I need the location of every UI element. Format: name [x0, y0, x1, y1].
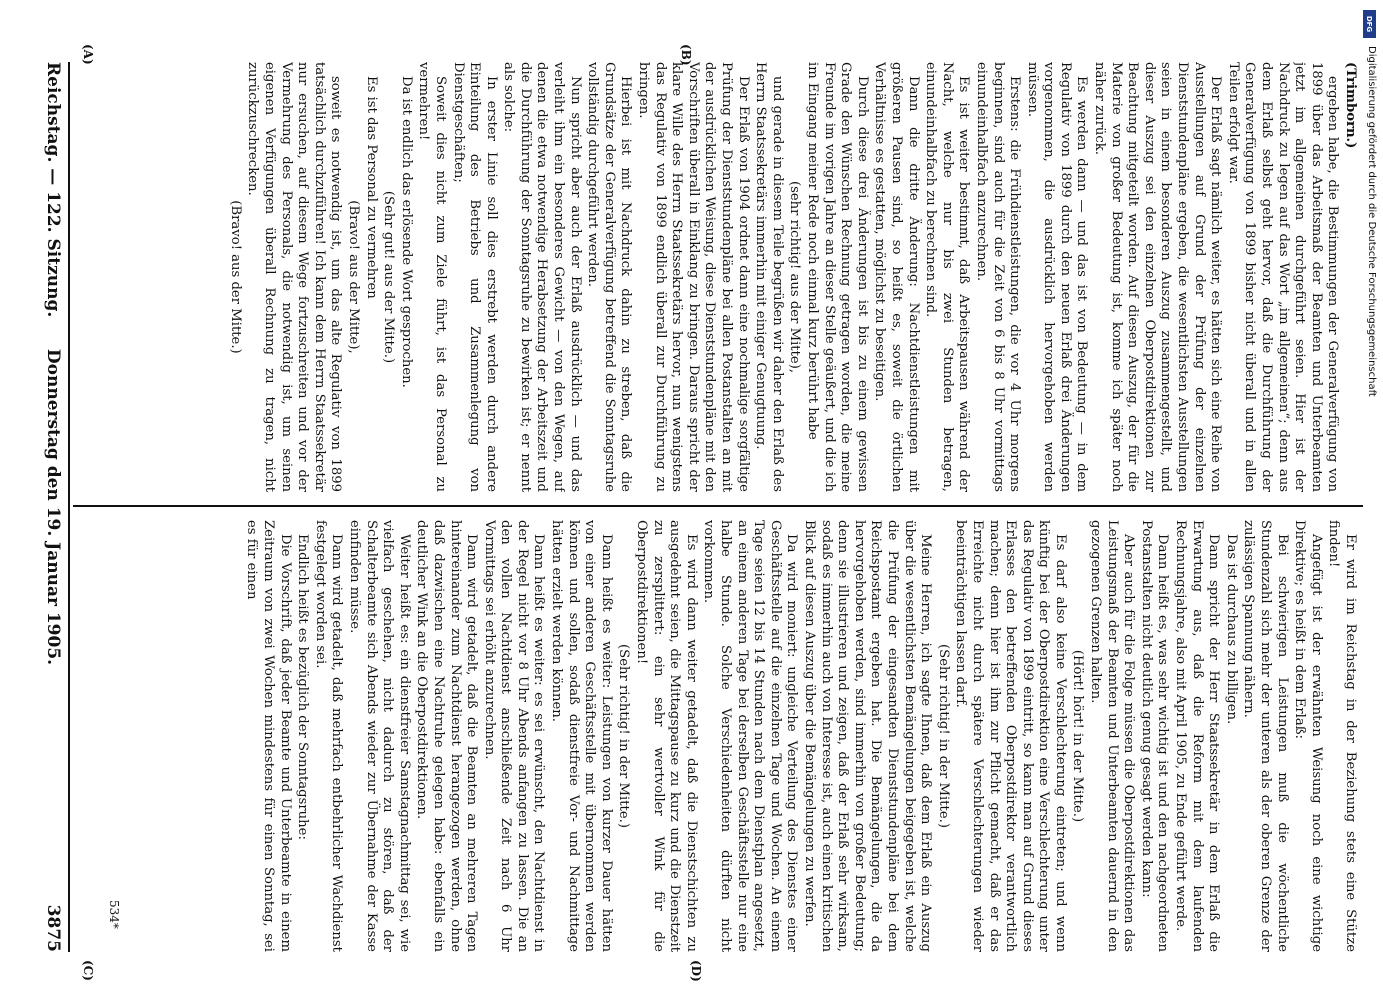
paragraph: Erstens: die Frühdienstleistungen, die vor 4 Uhr morgens beginnen, sind auch für die Zeit von 6 bis 8 Uhr vormittags einundeinhalbfach anzurechnen.	[973, 62, 1023, 492]
attribution-text: Digitalisierung gefördert durch die Deutsche Forschungsgemeinschaft	[1366, 46, 1377, 397]
column-divider	[73, 505, 1363, 507]
page-header	[35, 62, 63, 952]
interjection: (Bravo! aus der Mitte),	[345, 200, 361, 354]
margin-mark-c: (C)	[81, 960, 95, 981]
paragraph: Da wird moniert: ungleiche Verteilung des Dienstes einer Geschäftsstelle auf die einzelnen Tage und Wochen. An einem Tage seien 12 bis 14 Stunden nach dem Dienstplan angesetzt, an einem anderen Tage bei derselben Geschäftsstelle nur eine halbe Stunde. Solche Verschiedenheiten dürften nicht vorkommen.	[701, 520, 800, 952]
margin-mark-d: (D)	[689, 960, 703, 982]
speaker-label: (Trimborn.)	[1343, 62, 1358, 149]
paragraph: ergeben habe, die Bestimmungen der Generalverfügung von 1899 über das Arbeitsmaß der Beamten und Unterbeamten jetzt im allgemeinen durchgeführt seien. Hier ist der Nachdruck zu legen auf das Wort „im allgemeinen“; denn aus dem Erlaß selbst geht hervor, daß die Durchführung der Generalverfügung von 1899 bisher nicht überall und in allen Teilen erfolgt war.	[1225, 62, 1341, 492]
header-rule	[68, 62, 70, 952]
paragraph: Soweit dies nicht zum Ziele führt, ist das Personal zu vermehren!	[416, 62, 448, 492]
paragraph: Aber auch für die Folge müssen die Oberpostdirektionen das Leistungsmaß der Beamten und Unterbeamten dauernd in den gezogenen Grenzen halten.	[1088, 520, 1137, 952]
paragraph: Bei schwierigen Leistungen muß die wöchentliche Stundenzahl sich mehr der unteren als der oberen Grenze der zulässigen Spannung nähern.	[1241, 520, 1290, 952]
paragraph: Weiter heißt es: ein dienstfreier Samstagnachmittag sei, wie vielfach geschehen, nicht dadurch zu stören, daß der Schalterbeamte sich Abends wieder zur Übernahme der Kasse einfinden müsse.	[346, 520, 412, 952]
paragraph: Es darf also keine Verschlechterung eintreten; und wenn künftig bei der Oberpostdirektion eine Verschlechterung unter das Regulativ von 1899 eintritt, so kann man auf Grund dieses Erlasses den betreffenden Oberpostdirektor verantwortlich machen; denn hier ist ihm zur Pflicht gemacht, daß er das Erreichte nicht durch spätere Verschlechterungen wieder beeinträchtigen lassen darf.	[953, 520, 1068, 952]
margin-mark-a: (A)	[81, 44, 95, 65]
paragraph: Der Erlaß sagt nämlich weiter, es hätten sich eine Reihe von Ausstellungen auf Grund der Prüfung der einzelnen Dienststundenpläne ergeben, die wesentlichsten Ausstellungen seien in einem besonderen Auszug zusammengestellt, und dieser Auszug sei den einzelnen Oberpostdirektionen zur Beachtung mitgeteilt worden. Auf diesen Auszug, der für die Materie von großer Bedeutung ist, komme ich später noch näher zurück.	[1092, 62, 1224, 492]
paragraph: Meine Herren, ich sagte Ihnen, daß dem Erlaß ein Auszug über die wesentlichsten Bemängelungen beigegeben ist, welche die Prüfung der eingesandten Dienststundenpläne bei dem Reichspostamt ergeben hat. Die Bemängelungen, die da hervorgehoben werden, sind immerhin von großer Bedeutung; denn sie illustrieren und zeigen, daß der Erlaß sehr wirksam, sodaß es immerhin auch von Interesse ist, auch einen kritischen Blick auf diesen Auszug über die Bemängelungen zu werfen.	[802, 520, 934, 952]
margin-mark-b: (B)	[679, 44, 693, 66]
paragraph: Dann heißt es weiter: es sei erwünscht, den Nachtdienst in der Regel nicht vor 8 Uhr Abends anfangen zu lassen. Die an den vollen Nachtdienst anschließende Zeit nach 6 Uhr Vormittags sei erhöht anzurechnen.	[481, 520, 547, 952]
paragraph: Der Erlaß von 1904 ordnet dann eine nochmalige sorgfältige Prüfung der Dienststundenpläne bei allen Postanstalten an mit der ausdrücklichen Weisung, diese Dienststundenpläne mit den Vorschriften überall in Einklang zu bringen. Daraus spricht der klare Wille des Herrn Staatssekretärs hervor, nun wenigstens das Regulativ von 1899 endlich überall zur Durchführung zu bringen.	[636, 62, 751, 492]
paragraph: Es werden dann — und das ist von Bedeutung — in dem Regulativ von 1899 durch den neuen Erlaß drei Änderungen vorgenommen, die ausdrücklich hervorgehoben werden müssen.	[1024, 62, 1090, 492]
paragraph: Dann heißt es, was sehr wichtig ist und den nachgeordneten Postanstalten nicht deutlich genug gesagt werden kann:	[1138, 520, 1171, 952]
left-text-column	[78, 62, 1358, 492]
paragraph: Dann die dritte Änderung: Nachtdienstleistungen mit größeren Pausen sind, so heißt es, soweit die örtlichen Verhältnisse es gestatten, möglichst zu beseitigen.	[872, 62, 921, 492]
interjection: (Sehr gut! aus der Mitte.)	[381, 190, 397, 364]
paragraph: Das ist durchaus zu billigen.	[1223, 534, 1239, 725]
paragraph: Da ist endlich das erlösende Wort gesprochen.	[398, 76, 414, 388]
paragraph: Nun spricht aber auch der Erlaß ausdrücklich — und das verleiht ihm ein besonderes Gewicht — von den Wegen, auf denen die etwa notwendige Herabsetzung der Arbeitszeit und die Durchführung der Sonntagsruhe zu bewirken ist; er nennt als solche:	[501, 62, 583, 492]
paragraph: Die Vorschrift, daß jeder Beamte und Unterbeamte in einem Zeitraum von zwei Wochen mindestens für einen Sonntag, sei es für einen	[244, 520, 293, 952]
paragraph: Dann spricht der Herr Staatssekretär in dem Erlaß die Erwartung aus, daß die Reform mit dem laufenden Rechnungsjahre, also mit April 1905, zu Ende geführt werde.	[1173, 520, 1222, 952]
page-number: 3875	[43, 904, 63, 952]
paragraph: Es wird dann weiter getadelt, daß die Dienstschichten zu ausgedehnt seien, die Mittagspause zu kurz und die Dienstzeit zu zersplittert: ein sehr wertvoller Wink für die Oberpostdirektionen!	[634, 520, 699, 952]
running-head-date: Donnerstag den 19. Januar 1905.	[43, 348, 63, 666]
paragraph: Endlich heißt es bezüglich der Sonntagsruhe:	[295, 534, 311, 840]
interjection: (Bravo! aus der Mitte.)	[227, 200, 243, 354]
interjection: (Sehr richtig! in der Mitte.)	[616, 644, 632, 828]
paragraph: In erster Linie soll dies erstrebt werden durch andere Einteilung des Betriebs und Zusammenlegung von Dienstgeschäften;	[450, 62, 499, 492]
running-head-left: Reichstag. — 122. Sitzung.	[43, 62, 63, 318]
paragraph: Dann heißt es weiter: Leistungen von kurzer Dauer hätten von einer anderen Geschäftsstelle mit übernommen werden können und sollen, sodaß dienstfreie Vor- und Nachmittage hätten erzielt werden können.	[549, 520, 614, 952]
attribution-strip	[1363, 10, 1377, 990]
right-text-column	[78, 520, 1358, 952]
paragraph: Es ist weiter bestimmt, daß Arbeitspausen während der Nacht, welche nur bis zwei Stunden betragen, einundeinhalbfach zu berechnen sind.	[923, 62, 972, 492]
paragraph: Durch diese drei Änderungen ist bis zu einem gewissen Grade den Wünschen Rechnung getragen worden, die meine Freunde im vorigen Jahre an dieser Stelle geäußert, und die ich im Eingang meiner Rede noch einmal kurz berührt habe	[805, 62, 870, 492]
paragraph: Dann wird getadelt, daß die Beamten an mehreren Tagen hintereinander zum Nachtdienst herangezogen werden, ohne daß dazwischen eine Nachtruhe gelegen habe: ebenfalls ein deutlicher Wink an die Oberpostdirektionen.	[414, 520, 480, 952]
paragraph: Er wird im Reichstag in der Beziehung stets eine Stütze finden!	[1326, 520, 1358, 952]
interjection: (Hört! hört! in der Mitte.)	[1070, 649, 1086, 823]
paragraph: soweit es notwendig ist, um das alte Regulativ von 1899 tatsächlich durchzuführen! Ich kann dem Herrn Staatssekretär nur ersuchen, auf diesem Wege fortzuschreiten und vor der Vermehrung des Personals, die notwendig ist, um seinen eigenen Verfügungen überall Rechnung zu tragen, nicht zurückzuschrecken.	[245, 62, 344, 492]
paragraph: Es ist das Personal zu vermehren	[363, 76, 379, 299]
paragraph: Angefügt ist der erwähnten Weisung noch eine wichtige Direktive; es heißt in dem Erlaß:	[1292, 520, 1324, 952]
paragraph: und gerade in diesem Teile begrüßen wir daher den Erlaß des Herrn Staatssekretärs immerhin mit einiger Genugtuung.	[753, 62, 785, 492]
interjection: (Sehr richtig! in der Mitte.)	[935, 644, 951, 828]
interjection: (sehr richtig! aus der Mitte),	[787, 180, 803, 374]
paragraph: Dann wird getadelt, daß mehrfach entbehrlicher Wachdienst festgelegt worden sei.	[312, 520, 345, 952]
paragraph: Hierbei ist mit Nachdruck dahin zu streben, daß die Grundsätze der Generalverfügung betreffend die Sonntagsruhe vollständig durchgeführt werden.	[585, 62, 634, 492]
sheet-signature: 534*	[107, 900, 121, 929]
dfg-logo: DFG	[1363, 10, 1376, 38]
